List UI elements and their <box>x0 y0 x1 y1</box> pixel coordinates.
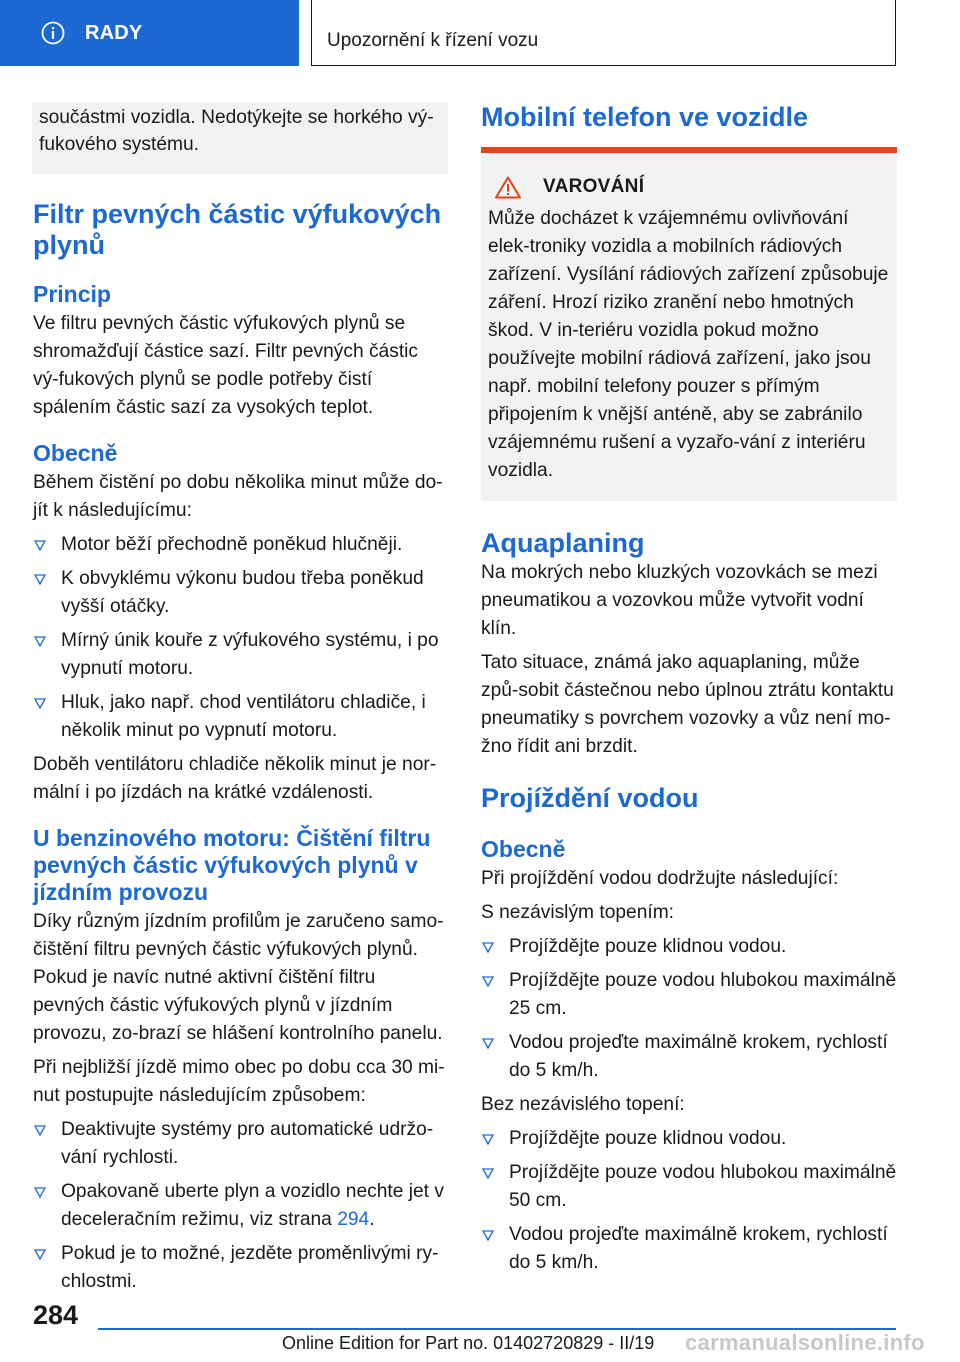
continuation-text: součástmi vozidla. Nedotýkejte se horkého vý-fukového systému. <box>39 107 434 155</box>
warning-triangle-icon <box>495 176 521 199</box>
triangle-bullet-icon <box>34 1125 46 1136</box>
paragraph-benzin-1: Díky různým jízdním profilům je zaručeno samo-čištění filtru pevných částic výfukových plynů. Pokud je navíc nutné aktivní čištění filtru pevných částic výfukových plynů v jízdním provozu, zo-brazí se hlášení kontrolního panelu. <box>33 911 444 1044</box>
chapter-title: Upozornění k řízení vozu <box>327 30 539 51</box>
triangle-bullet-icon <box>482 942 494 953</box>
warning-box <box>481 153 897 501</box>
triangle-bullet-icon <box>482 1134 494 1145</box>
paragraph-aqua-2: Tato situace, známá jako aquaplaning, může způ-sobit částečnou nebo úplnou ztrátu kontaktu pneumatiky s povrchem vozovky a vůz není mo-žno řídit ani brzdit. <box>481 652 894 757</box>
heading-aquaplaning: Aquaplaning <box>481 528 645 558</box>
warning-header <box>488 173 889 201</box>
list-item: Motor běží přechodně poněkud hlučněji. <box>33 531 448 559</box>
list-item: Pokud je to možné, jezděte proměnlivými ry-chlostmi. <box>33 1240 448 1296</box>
list-item: Vodou projeďte maximálně krokem, rychlostí do 5 km/h. <box>481 1029 897 1085</box>
heading-princip: Princip <box>33 281 111 307</box>
list-item: Mírný únik kouře z výfukového systému, i po vypnutí motoru. <box>33 627 448 683</box>
right-column <box>481 102 897 1283</box>
continuation-box <box>32 102 448 174</box>
list-obecne <box>33 531 448 745</box>
heading-obecne: Obecně <box>33 440 118 466</box>
info-circle-icon <box>41 21 65 45</box>
list-item: Projíždějte pouze vodou hlubokou maximálně 50 cm. <box>481 1159 897 1215</box>
list-s-topenim <box>481 933 897 1085</box>
paragraph-voda-intro: Při projíždění vodou dodržujte následující: <box>481 868 839 889</box>
heading-mobil: Mobilní telefon ve vozidle <box>481 102 809 132</box>
triangle-bullet-icon <box>34 1187 46 1198</box>
paragraph-benzin-2: Při nejbližší jízdě mimo obec po dobu cca 30 mi-nut postupujte následujícím způsobem: <box>33 1057 445 1106</box>
paragraph-bez-topeni: Bez nezávislého topení: <box>481 1094 685 1115</box>
triangle-bullet-icon <box>34 1249 46 1260</box>
list-item: Hluk, jako např. chod ventilátoru chladiče, i několik minut po vypnutí motoru. <box>33 689 448 745</box>
triangle-bullet-icon <box>34 636 46 647</box>
warning-title: VAROVÁNÍ <box>543 176 645 197</box>
section-label: RADY <box>85 21 143 44</box>
heading-obecne-voda: Obecně <box>481 836 566 862</box>
list-item: Opakovaně uberte plyn a vozidlo nechte jet v deceleračním režimu, viz strana 294. <box>33 1178 448 1234</box>
list-bez-topeni <box>481 1125 897 1277</box>
list-item: Projíždějte pouze klidnou vodou. <box>481 1125 897 1153</box>
list-item: Projíždějte pouze vodou hlubokou maximálně 25 cm. <box>481 967 897 1023</box>
heading-benzin: U benzinového motoru: Čištění filtru pevných částic výfukových plynů v jízdním provozu <box>33 825 431 905</box>
edition-text: Online Edition for Part no. 01402720829 - II/19 <box>282 1333 655 1353</box>
watermark: carmanualsonline.info <box>685 1330 925 1355</box>
heading-filter: Filtr pevných částic výfukových plynů <box>33 199 442 260</box>
page-link-294[interactable]: 294 <box>337 1209 370 1230</box>
list-item: Deaktivujte systémy pro automatické udržo-vání rychlosti. <box>33 1116 448 1172</box>
triangle-bullet-icon <box>482 1038 494 1049</box>
paragraph-princip: Ve filtru pevných částic výfukových plynů se shromažďují částice sazí. Filtr pevných částic vý-fukových plynů se podle potřeby čistí spálením částic sazí za vysokých teplot. <box>33 313 419 418</box>
warning-text: Může docházet k vzájemnému ovlivňování elek-troniky vozidla a mobilních rádiových zařízení. Vysílání rádiových zařízení způsobuje záření. Hrozí riziko zranění nebo hmotných škod. V in-teriéru vozidla pokud možno používejte mobilní rádiová zařízení, jako jsou např. mobilní telefony pouzer s přímým připojením k vnější anténě, aby se zabránilo vzájemnému rušení a vyzařo-vání z interiéru vozidla. <box>488 208 889 481</box>
triangle-bullet-icon <box>34 698 46 709</box>
paragraph-dobeh: Doběh ventilátoru chladiče několik minut je nor-mální i po jízdách na krátké vzdálenosti. <box>33 754 437 803</box>
paragraph-aqua-1: Na mokrých nebo kluzkých vozovkách se mezi pneumatikou a vozovkou může vytvořit vodní klín. <box>481 562 878 639</box>
list-item: Projíždějte pouze klidnou vodou. <box>481 933 897 961</box>
triangle-bullet-icon <box>34 540 46 551</box>
list-benzin <box>33 1116 448 1296</box>
list-item: Vodou projeďte maximálně krokem, rychlostí do 5 km/h. <box>481 1221 897 1277</box>
triangle-bullet-icon <box>482 1168 494 1179</box>
left-column <box>33 102 448 1302</box>
paragraph-obecne: Během čistění po dobu několika minut může do-jít k následujícímu: <box>33 472 443 521</box>
paragraph-s-topenim: S nezávislým topením: <box>481 902 675 923</box>
list-item: K obvyklému výkonu budou třeba poněkud vyšší otáčky. <box>33 565 448 621</box>
header-title-box <box>311 0 896 66</box>
heading-projizdeni: Projíždění vodou <box>481 783 699 813</box>
triangle-bullet-icon <box>482 976 494 987</box>
triangle-bullet-icon <box>34 574 46 585</box>
page-number: 284 <box>33 1300 79 1330</box>
header-section-tab <box>0 0 299 66</box>
triangle-bullet-icon <box>482 1230 494 1241</box>
